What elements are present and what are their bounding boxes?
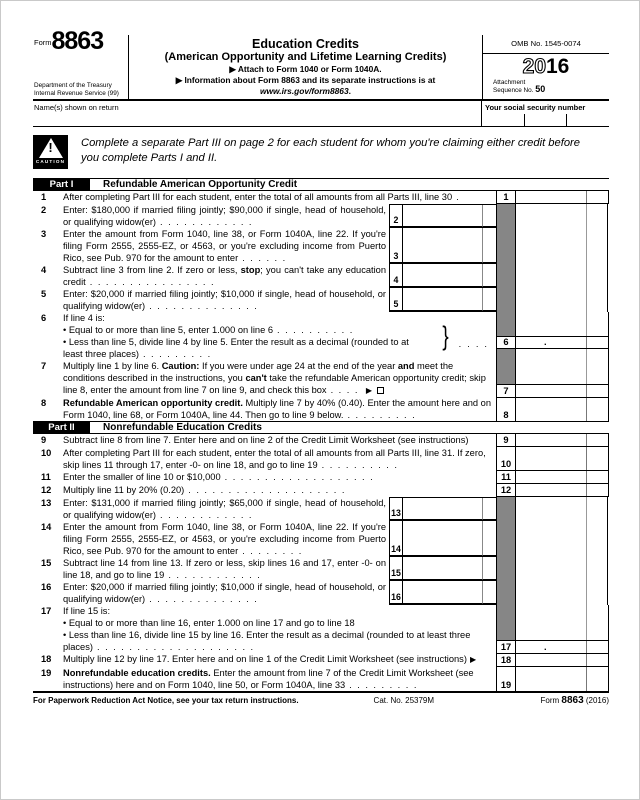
- omb-number: OMB No. 1545-0074: [483, 35, 609, 54]
- line-19-amount-field[interactable]: [516, 667, 586, 691]
- line-17-description: If line 15 is: • Equal to or more than line 16, enter 1.000 on line 17 and go to line 18 • Less than line 16, divide line 15 by line 16. Enter the result as a decimal (rounded to at least three places) ....................: [63, 605, 496, 653]
- line-18-cents-field[interactable]: [586, 654, 608, 666]
- line-15-number: 15: [41, 558, 52, 568]
- line-6-number: 6: [41, 313, 47, 323]
- line-7-description: Multiply line 1 by line 6. Caution: If you were under age 24 at the end of the year and meet the conditions described in the instructions, you can't take the refundable American opportunity credit; skip line 8, enter the amount from line 7 on line 9, and check this box .... ▶: [63, 361, 486, 395]
- line-5-description: Enter: $20,000 if married filing jointly; $10,000 if single, head of household, or qualifying widow(er) ..............: [63, 289, 386, 311]
- line-17-cents-field[interactable]: [586, 641, 608, 653]
- shaded-column: [496, 581, 516, 605]
- form-word: Form: [34, 37, 52, 47]
- line-19-description: Nonrefundable education credits. Enter the amount from line 7 of the Credit Limit Worksheet (see instructions) here and on Form 1040, line 50, or Form 1040A, line 33 .........: [63, 668, 474, 690]
- line-17-number: 17: [41, 606, 52, 616]
- line-5-row: [33, 288, 609, 312]
- line-3-amount-field[interactable]: [403, 228, 482, 263]
- line-3-box-number: 3: [389, 228, 403, 263]
- line-8-amount-field[interactable]: [516, 398, 586, 421]
- line-19-number: 19: [41, 668, 52, 678]
- decimal-point: .: [544, 642, 547, 652]
- form-title-block: [129, 35, 483, 99]
- line-18-description: Multiply line 12 by line 17. Enter here and on line 1 of the Credit Limit Worksheet (see instructions) ▶: [63, 654, 477, 664]
- line-13-number: 13: [41, 498, 52, 508]
- line-12-cents-field[interactable]: [586, 484, 608, 496]
- line-15-row: [33, 557, 609, 581]
- shaded-column: [496, 204, 516, 228]
- line-7-cents-field[interactable]: [586, 385, 608, 397]
- line-6-amount-field[interactable]: [516, 337, 586, 348]
- line-6-row: [33, 312, 609, 360]
- line-7-amount-field[interactable]: [516, 385, 586, 397]
- line-19-cents-field[interactable]: [586, 667, 608, 691]
- line-12-row: [33, 484, 609, 497]
- line-12-amount-field[interactable]: [516, 484, 586, 496]
- line-4-row: [33, 264, 609, 288]
- line-7-number: 7: [41, 361, 47, 371]
- part-2-bar: [33, 421, 609, 434]
- line-10-row: [33, 447, 609, 471]
- form-header: [33, 27, 609, 101]
- line-17-bullet-2: • Less than line 16, divide line 15 by line 16. Enter the result as a decimal (rounded to at least three places) ....................: [63, 630, 471, 652]
- shaded-column: [496, 557, 516, 581]
- shaded-column: [496, 288, 516, 312]
- form-title: Education Credits: [252, 37, 359, 51]
- shaded-column: [496, 605, 516, 640]
- brace: }: [442, 321, 449, 351]
- line-1-number: 1: [41, 192, 47, 202]
- line-10-description: After completing Part III for each student, enter the total of all amounts from all Parts III, line 31. If zero, skip lines 11 through 17, enter -0- on line 18, and go to line 19 ..........: [63, 448, 486, 470]
- line-6-cents-field[interactable]: [586, 337, 608, 348]
- line-19-row: [33, 667, 609, 691]
- line-15-box-number: 15: [389, 557, 403, 580]
- form-subtitle: (American Opportunity and Lifetime Learning Credits): [164, 51, 447, 63]
- right-arrow-icon: ▶: [365, 386, 373, 395]
- line-10-cents-field[interactable]: [586, 447, 608, 470]
- line-4-description: Subtract line 3 from line 2. If zero or less, stop; you can't take any education credit ................: [63, 265, 386, 287]
- line-3-cents-field[interactable]: [482, 228, 496, 263]
- catalog-number: Cat. No. 25379M: [373, 696, 435, 705]
- line-15-description: Subtract line 14 from line 13. If zero or less, skip lines 16 and 17, enter -0- on line 18, and go to line 19 ............: [63, 558, 386, 580]
- part-1-label: Part I: [33, 179, 90, 190]
- line-8-number: 8: [41, 398, 47, 408]
- line-13-cents-field[interactable]: [482, 498, 496, 520]
- form-footer-id: Form 8863 (2016): [540, 695, 609, 706]
- line-15-cents-field[interactable]: [482, 557, 496, 580]
- line-8-row: [33, 397, 609, 421]
- line-18-number: 18: [41, 654, 52, 664]
- line-2-number: 2: [41, 205, 47, 215]
- line-14-amount-field[interactable]: [403, 521, 482, 556]
- shaded-column: [496, 228, 516, 264]
- line-7-box-number: 7: [496, 385, 516, 397]
- line-15-amount-field[interactable]: [403, 557, 482, 580]
- line-17-amount-field[interactable]: [516, 641, 586, 653]
- line-6-bullet-1: • Equal to or more than line 5, enter 1.000 on line 6 ..........: [63, 325, 358, 335]
- line-14-box-number: 14: [389, 521, 403, 556]
- line-9-box-number: 9: [496, 434, 516, 446]
- line-1-row: [33, 191, 609, 204]
- agency-line-2: Internal Revenue Service (99): [34, 89, 119, 97]
- line-14-description: Enter the amount from Form 1040, line 38, or Form 1040A, line 22. If you're filing Form 2555, 2555-EZ, or 4563, or you're excluding income from Puerto Rico, see Pub. 970 for the amount to enter ........: [63, 522, 386, 556]
- line-5-box-number: 5: [389, 288, 403, 311]
- line-18-box-number: 18: [496, 654, 516, 666]
- line-13-row: [33, 497, 609, 521]
- part-1-title: Refundable American Opportunity Credit: [103, 179, 298, 190]
- line-4-amount-field[interactable]: [403, 264, 482, 287]
- line-9-number: 9: [41, 435, 47, 445]
- paperwork-notice: For Paperwork Reduction Act Notice, see your tax return instructions.: [33, 696, 299, 705]
- line-3-description: Enter the amount from Form 1040, line 38, or Form 1040A, line 22. If you're filing Form 2555, 2555-EZ, or 4563, or you're excluding income from Puerto Rico, see Pub. 970 for the amount to enter ......: [63, 229, 386, 263]
- line-16-amount-field[interactable]: [403, 581, 482, 604]
- decimal-point: .: [544, 337, 547, 347]
- line-8-cents-field[interactable]: [586, 398, 608, 421]
- line-4-box-number: 4: [389, 264, 403, 287]
- line-10-amount-field[interactable]: [516, 447, 586, 470]
- shaded-column: [496, 521, 516, 557]
- line-4-number: 4: [41, 265, 47, 275]
- line-19-box-number: 19: [496, 667, 516, 691]
- line-1-cents-field[interactable]: [586, 191, 608, 203]
- line-9-amount-field[interactable]: [516, 434, 586, 446]
- line-12-number: 12: [41, 485, 52, 495]
- shaded-column: [496, 360, 516, 384]
- name-field[interactable]: [33, 101, 481, 126]
- shaded-column: [496, 312, 516, 336]
- line-12-description: Multiply line 11 by 20% (0.20) ....................: [63, 485, 350, 495]
- name-ssn-row: [33, 101, 609, 127]
- line-14-number: 14: [41, 522, 52, 532]
- line-12-box-number: 12: [496, 484, 516, 496]
- line-1-amount-field[interactable]: [516, 191, 586, 203]
- ssn-divider: [524, 114, 525, 126]
- line-9-description: Subtract line 8 from line 7. Enter here and on line 2 of the Credit Limit Worksheet (see instructions): [63, 435, 469, 445]
- line-9-cents-field[interactable]: [586, 434, 608, 446]
- ssn-field[interactable]: [481, 101, 609, 126]
- line-7-row: [33, 360, 609, 397]
- attachment-sequence: Attachment Sequence No. 50: [493, 79, 546, 94]
- line-18-row: [33, 653, 609, 667]
- line-6-box-number: 6: [496, 337, 516, 348]
- line-7-checkbox[interactable]: [377, 387, 384, 394]
- part-2-label: Part II: [33, 422, 90, 433]
- line-17-bullet-1: • Equal to or more than line 16, enter 1.000 on line 17 and go to line 18: [63, 618, 355, 628]
- irs-url: www.irs.gov/form8863: [260, 86, 349, 96]
- line-2-description: Enter: $180,000 if married filing jointly; $90,000 if single, head of household, or qualifying widow(er) ............: [63, 205, 386, 227]
- line-14-cents-field[interactable]: [482, 521, 496, 556]
- shaded-column: [496, 497, 516, 521]
- line-11-description: Enter the smaller of line 10 or $10,000 ...................: [63, 472, 379, 482]
- line-6-bullet-2: • Less than line 5, divide line 4 by line 5. Enter the result as a decimal (rounded to at least three places) .........: [63, 337, 409, 359]
- line-1-description: After completing Part III for each student, enter the total of all amounts from all Parts III, line 30 .: [63, 192, 465, 202]
- line-16-row: [33, 581, 609, 605]
- part-2-title: Nonrefundable Education Credits: [103, 422, 262, 433]
- line-2-box-number: 2: [389, 205, 403, 227]
- shaded-column: [496, 349, 516, 360]
- line-11-row: [33, 471, 609, 484]
- line-8-box-number: 8: [496, 398, 516, 421]
- line-11-amount-field[interactable]: [516, 471, 586, 483]
- attach-instruction: ▶ Attach to Form 1040 or Form 1040A.: [229, 64, 382, 74]
- line-16-number: 16: [41, 582, 52, 592]
- line-17-box-number: 17: [496, 641, 516, 653]
- line-13-description: Enter: $131,000 if married filing jointly; $65,000 if single, head of household, or qualifying widow(er) ............: [63, 498, 386, 520]
- omb-block: [483, 35, 609, 99]
- name-label: Name(s) shown on return: [34, 103, 119, 112]
- form-footer: [33, 691, 609, 707]
- line-5-number: 5: [41, 289, 47, 299]
- line-2-amount-field[interactable]: [403, 205, 482, 227]
- ssn-divider: [566, 114, 567, 126]
- right-arrow-icon: ▶: [469, 655, 477, 664]
- line-8-description: Refundable American opportunity credit. Multiply line 7 by 40% (0.40). Enter the amount here and on Form 1040, line 68, or Form 1040A, line 44. Then go to line 9 below. .........: [63, 398, 491, 420]
- line-11-number: 11: [41, 472, 51, 482]
- line-2-row: [33, 204, 609, 228]
- line-16-cents-field[interactable]: [482, 581, 496, 604]
- line-3-row: [33, 228, 609, 264]
- shaded-column: [496, 264, 516, 288]
- ssn-label: Your social security number: [485, 103, 586, 112]
- tax-year: 2016: [522, 55, 570, 78]
- line-5-cents-field[interactable]: [482, 288, 496, 311]
- agency-block: [34, 82, 125, 98]
- line-14-row: [33, 521, 609, 557]
- line-13-box-number: 13: [389, 498, 403, 520]
- info-instruction: ▶ Information about Form 8863 and its separate instructions is at www.irs.gov/form8863.: [175, 75, 436, 96]
- line-1-box-number: 1: [496, 191, 516, 203]
- line-10-number: 10: [41, 448, 52, 458]
- line-17-row: [33, 605, 609, 653]
- line-5-amount-field[interactable]: [403, 288, 482, 311]
- form-8863: [33, 27, 609, 707]
- caution-icon: ! CAUTION: [33, 135, 68, 169]
- part-1-bar: [33, 178, 609, 191]
- line-2-cents-field[interactable]: [482, 205, 496, 227]
- line-16-description: Enter: $20,000 if married filing jointly; $10,000 if single, head of household, or qualifying widow(er) ..............: [63, 582, 386, 604]
- agency-line-1: Department of the Treasury: [34, 82, 112, 89]
- form-id-block: [33, 27, 129, 99]
- line-10-box-number: 10: [496, 447, 516, 470]
- form-number: 8863: [51, 27, 104, 55]
- line-11-cents-field[interactable]: [586, 471, 608, 483]
- caution-section: [33, 127, 609, 178]
- line-6-description: If line 4 is: • Equal to or more than line 5, enter 1.000 on line 6 .......... • Less than line 5, divide line 4 by line 5. Enter the result as a decimal (rounded to at least three places) ......... } ....: [63, 313, 493, 359]
- line-3-number: 3: [41, 229, 47, 239]
- line-18-amount-field[interactable]: [516, 654, 586, 666]
- line-16-box-number: 16: [389, 581, 403, 604]
- line-9-row: [33, 434, 609, 447]
- caution-text: Complete a separate Part III on page 2 for each student for whom you're claiming either credit before you complete Parts I and II.: [81, 137, 581, 164]
- line-13-amount-field[interactable]: [403, 498, 482, 520]
- line-4-cents-field[interactable]: [482, 264, 496, 287]
- line-11-box-number: 11: [496, 471, 516, 483]
